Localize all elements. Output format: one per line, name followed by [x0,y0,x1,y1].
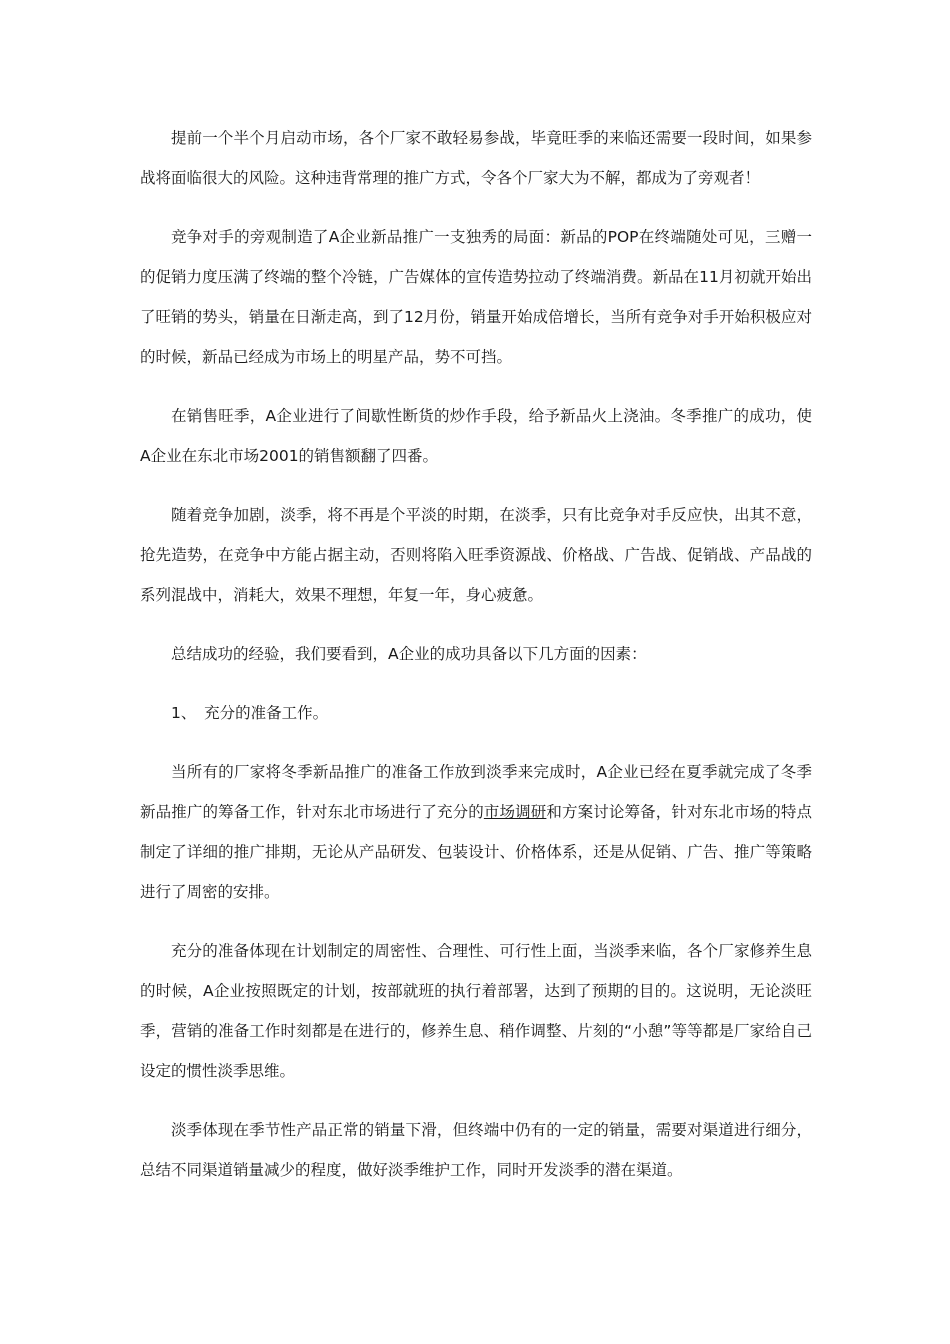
paragraph: 随着竞争加剧，淡季，将不再是个平淡的时期，在淡季，只有比竞争对手反应快，出其不意，抢先造势，在竞争中方能占据主动，否则将陷入旺季资源战、价格战、广告战、促销战、产品战的系列混战中，消耗大，效果不理想，年复一年，身心疲惫。 [140,506,812,604]
paragraph: 充分的准备体现在计划制定的周密性、合理性、可行性上面，当淡季来临，各个厂家修养生息的时候，A企业按照既定的计划，按部就班的执行着部署，达到了预期的目的。这说明，无论淡旺季，营销的准备工作时刻都是在进行的，修养生息、稍作调整、片刻的“小憩”等等都是厂家给自己设定的惯性淡季思维。 [140,942,812,1080]
list-item-heading: 1、 充分的准备工作。 [171,704,329,722]
paragraph: 在销售旺季，A企业进行了间歇性断货的炒作手段，给予新品火上浇油。冬季推广的成功，使A企业在东北市场2001的销售额翻了四番。 [140,407,812,465]
paragraph: 淡季体现在季节性产品正常的销量下滑，但终端中仍有的一定的销量，需要对渠道进行细分，总结不同渠道销量减少的程度，做好淡季维护工作，同时开发淡季的潜在渠道。 [140,1121,812,1179]
paragraph [140,752,812,912]
paragraph: 提前一个半个月启动市场，各个厂家不敢轻易参战，毕竟旺季的来临还需要一段时间，如果参战将面临很大的风险。这种违背常理的推广方式，令各个厂家大为不解，都成为了旁观者！ [140,129,812,187]
paragraph: 竞争对手的旁观制造了A企业新品推广一支独秀的局面：新品的POP在终端随处可见，三赠一的促销力度压满了终端的整个冷链，广告媒体的宣传造势拉动了终端消费。新品在11月初就开始出了旺销的势头，销量在日渐走高，到了12月份，销量开始成倍增长，当所有竞争对手开始积极应对的时候，新品已经成为市场上的明星产品，势不可挡。 [140,228,812,366]
document-body [140,118,812,1209]
paragraph: 总结成功的经验，我们要看到，A企业的成功具备以下几方面的因素： [171,645,647,663]
paragraph-text-after-link: 和方案讨论筹备，针对东北市场的特点制定了详细的推广排期，无论从产品研发、包装设计、价格体系，还是从促销、广告、推广等策略进行了周密的安排。 [140,803,812,901]
paragraph-text-before-link: 当所有的厂家将冬季新品推广的准备工作放到淡季来完成时，A企业已经在夏季就完成了冬季新品推广的筹备工作，针对东北市场进行了充分的 [140,763,812,821]
market-research-link[interactable]: 市场调研 [483,803,547,821]
